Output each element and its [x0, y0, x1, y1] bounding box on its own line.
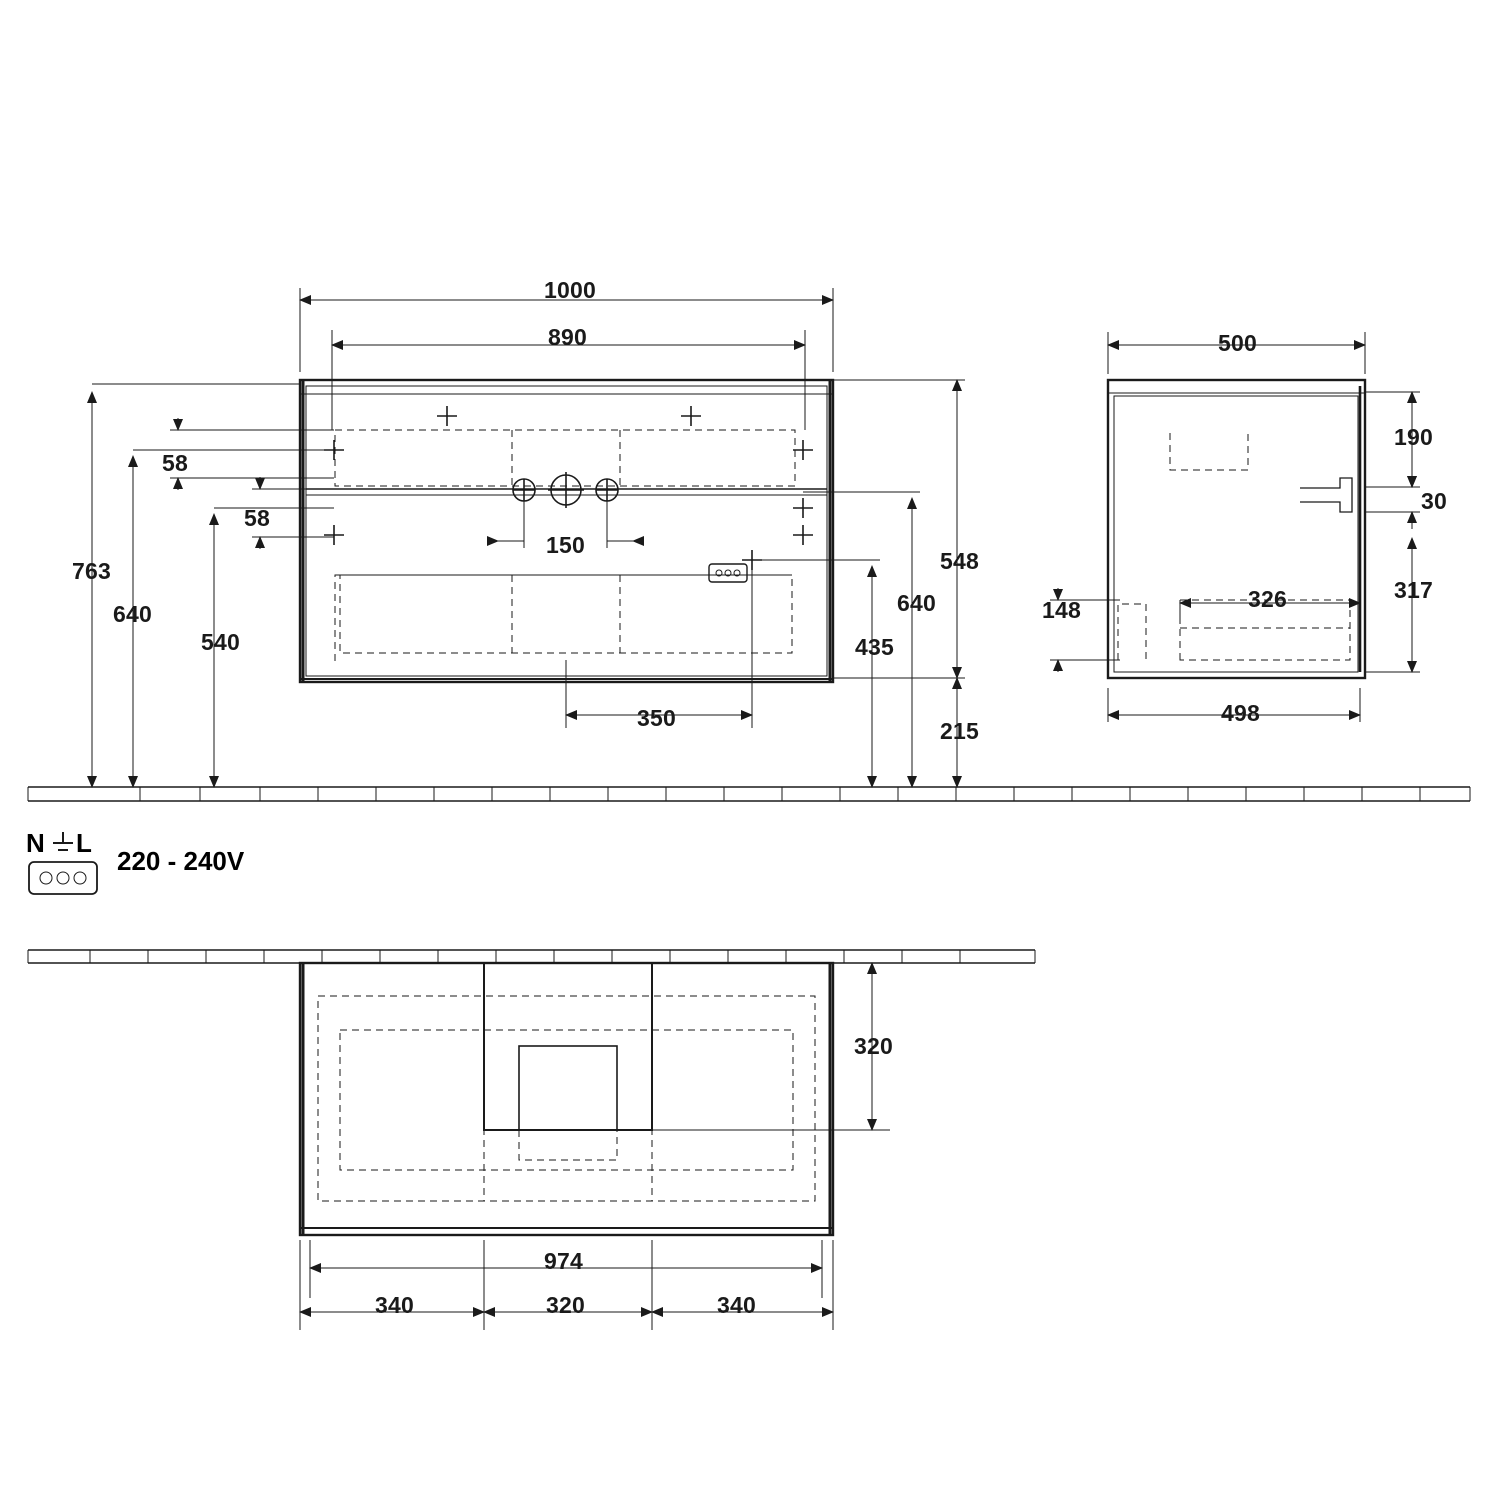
- dim-side-gap-30: 30: [1421, 488, 1447, 514]
- dim-front-right-548: 548: [940, 548, 979, 574]
- side-bracket-detail: [1300, 478, 1352, 512]
- terminal-label-neutral: N: [26, 828, 45, 858]
- dim-front-right-640: 640: [897, 590, 936, 616]
- dim-front-height-total: 763: [72, 558, 111, 584]
- dim-side-lower-317: 317: [1394, 577, 1433, 603]
- dim-front-offset-58-top: 58: [162, 450, 188, 476]
- voltage-label: 220 - 240V: [117, 846, 245, 876]
- front-plumbing-symbols: [513, 472, 618, 508]
- dim-front-tap-spacing-150: 150: [546, 532, 585, 558]
- plan-hidden-lines: [318, 996, 815, 1201]
- dim-front-inner-width: 890: [548, 324, 587, 350]
- side-hidden-lines: [1118, 433, 1350, 660]
- dim-plan-segment-centre: 320: [546, 1292, 585, 1318]
- dim-front-height-540: 540: [201, 629, 240, 655]
- dim-plan-segment-right: 340: [717, 1292, 756, 1318]
- front-floor-line: [28, 787, 1470, 801]
- dim-side-foot-148: 148: [1042, 597, 1081, 623]
- dim-side-depth-500: 500: [1218, 330, 1257, 356]
- terminal-label-live: L: [76, 828, 92, 858]
- dim-side-inner-326: 326: [1248, 586, 1287, 612]
- plan-dimensions: [300, 963, 890, 1330]
- front-cabinet-outline: [300, 380, 833, 682]
- dim-front-outlet-350: 350: [637, 705, 676, 731]
- dim-plan-segment-left: 340: [375, 1292, 414, 1318]
- plan-wall-line: [28, 950, 1035, 963]
- dim-front-right-435: 435: [855, 634, 894, 660]
- dim-side-top-190: 190: [1394, 424, 1433, 450]
- dim-front-height-640: 640: [113, 601, 152, 627]
- dim-plan-depth-320: 320: [854, 1033, 893, 1059]
- front-socket-symbol: [709, 564, 747, 582]
- dim-front-offset-58-lower: 58: [244, 505, 270, 531]
- dim-side-depth-498: 498: [1221, 700, 1260, 726]
- dim-front-right-215: 215: [940, 718, 979, 744]
- plan-cabinet-outline: [300, 963, 833, 1235]
- dim-plan-width-974: 974: [544, 1248, 583, 1274]
- side-cabinet-outline: [1108, 380, 1365, 678]
- dim-front-overall-width: 1000: [544, 277, 596, 303]
